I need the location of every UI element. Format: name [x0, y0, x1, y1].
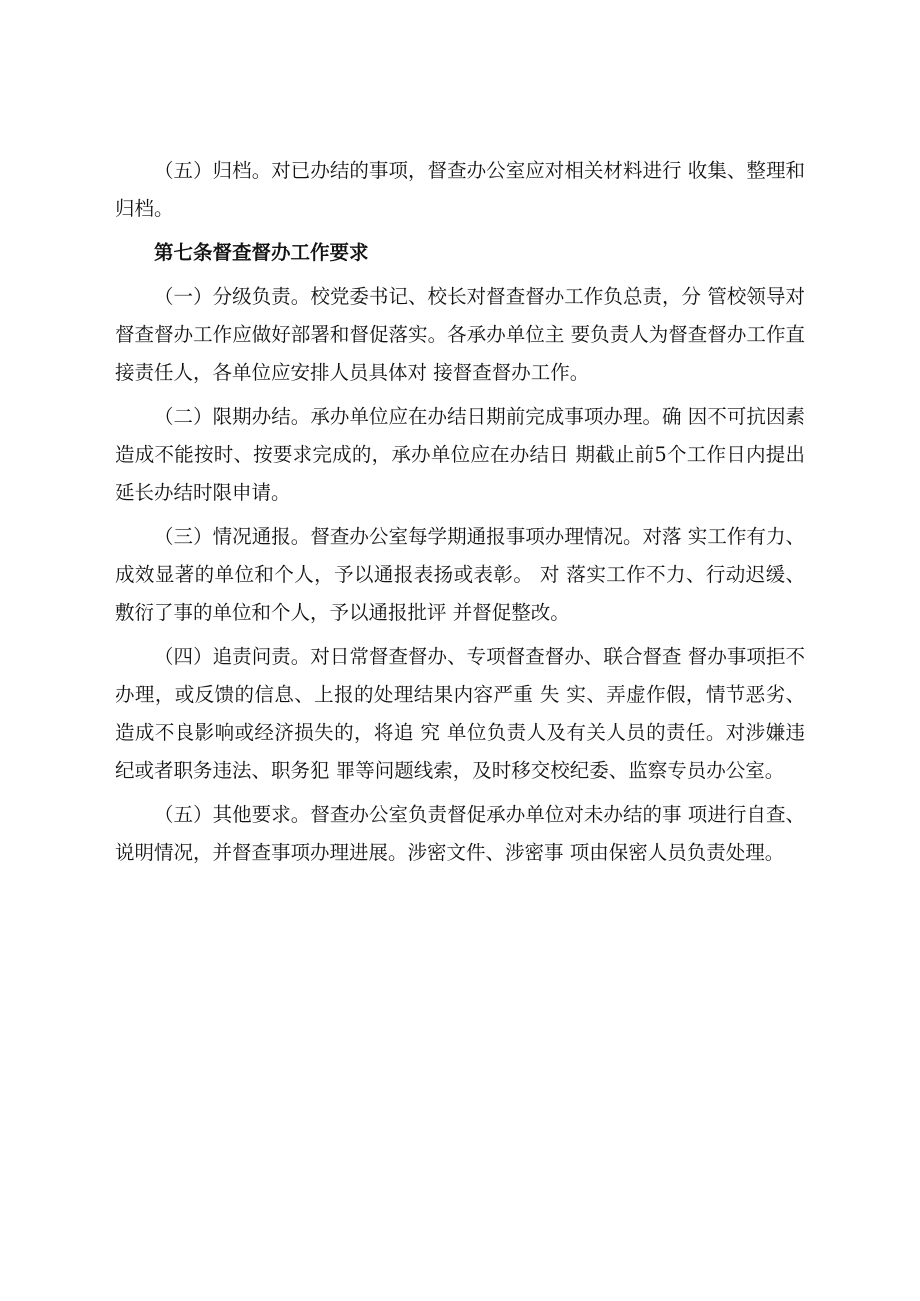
- article-seven-heading: 第七条督查督办工作要求: [154, 241, 369, 264]
- paragraph-other-requirements: （五）其他要求。督查办公室负责督促承办单位对未办结的事 项进行自查、说明情况，并督查事项办理进展。涉密文件、涉密事 项由保密人员负责处理。: [115, 803, 805, 864]
- paragraph-accountability: （四）追责问责。对日常督查督办、专项督查督办、联合督查 督办事项拒不办理，或反馈的信息、上报的处理结果内容严重 失 实、弄虚作假，情节恶劣、造成不良影响或经济损失的，将追 究 单位负责人及有关人员的责任。对涉嫌违纪或者职务违法、职务犯 罪等问题线索，及时移交校纪委、监察专员办公室。: [115, 645, 805, 782]
- paragraph-graded-responsibility: （一）分级负责。校党委书记、校长对督查督办工作负总责，分 管校领导对督查督办工作应做好部署和督促落实。各承办单位主 要负责人为督查督办工作直接责任人，各单位应安排人员具体对 接督查督办工作。: [115, 285, 805, 384]
- paragraph-status-report: （三）情况通报。督查办公室每学期通报事项办理情况。对落 实工作有力、成效显著的单位和个人，予以通报表扬或表彰。 对 落实工作不力、行动迟缓、敷衍了事的单位和个人，予以通报批评 并督促整改。: [115, 525, 805, 624]
- document-body: [115, 152, 805, 878]
- paragraph-deadline-completion: （二）限期办结。承办单位应在办结日期前完成事项办理。确 因不可抗因素造成不能按时、按要求完成的，承办单位应在办结日 期截止前5个工作日内提出延长办结时限申请。: [115, 405, 805, 504]
- paragraph-archiving: （五）归档。对已办结的事项，督查办公室应对相关材料进行 收集、整理和归档。: [115, 159, 805, 220]
